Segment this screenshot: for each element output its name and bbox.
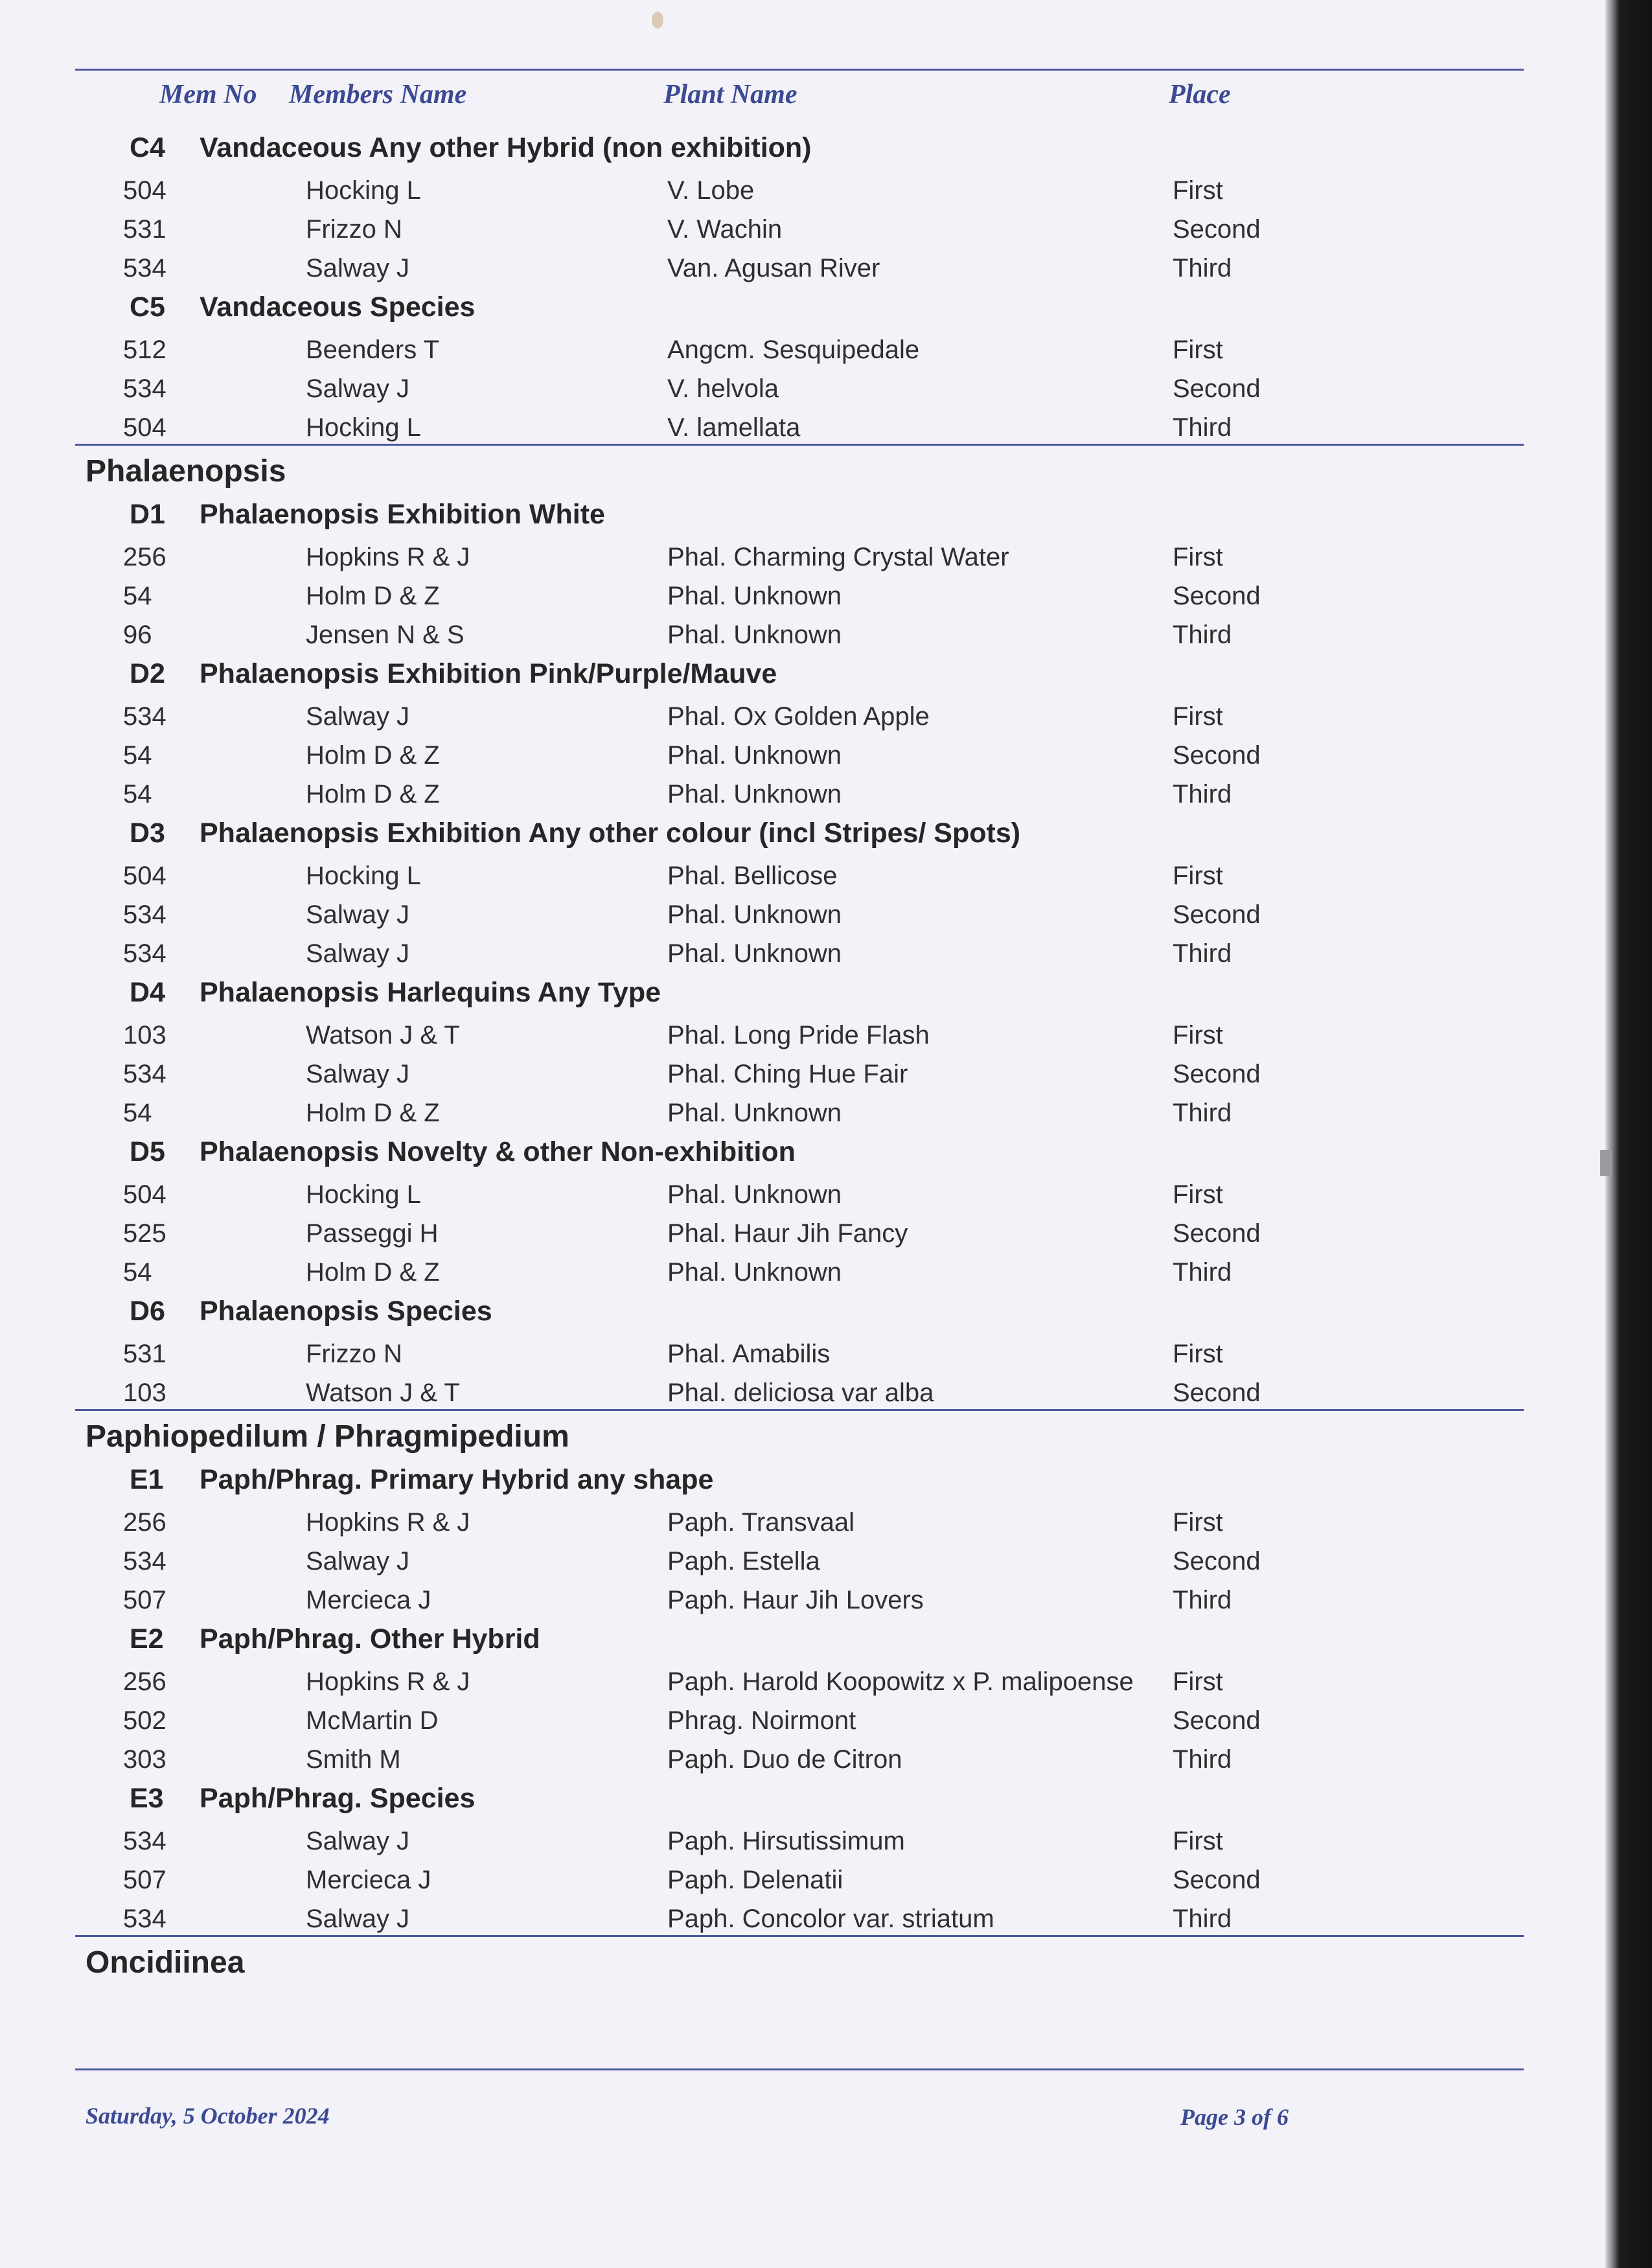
class-heading [0, 1459, 1605, 1502]
result-row [0, 1174, 1605, 1213]
class-code: D4 [130, 977, 165, 1008]
result-row [0, 1502, 1605, 1541]
member-name: Smith M [306, 1745, 401, 1774]
placing: Second [1173, 1060, 1261, 1088]
result-row [0, 1541, 1605, 1579]
member-number: 534 [123, 702, 166, 731]
class-heading [0, 653, 1605, 696]
placing: First [1173, 1021, 1223, 1049]
member-number: 303 [123, 1745, 166, 1774]
member-number: 256 [123, 543, 166, 571]
result-row [0, 1213, 1605, 1252]
result-row [0, 1661, 1605, 1700]
class-title: Paph/Phrag. Species [200, 1783, 476, 1814]
result-row [0, 536, 1605, 575]
member-name: Frizzo N [306, 215, 402, 244]
member-number: 534 [123, 939, 166, 968]
member-number: 534 [123, 1547, 166, 1575]
member-name: Holm D & Z [306, 780, 440, 808]
plant-name: Phal. Ox Golden Apple [667, 702, 930, 731]
placing: Second [1173, 374, 1261, 403]
section-heading [0, 1937, 1605, 1985]
placing: Second [1173, 900, 1261, 929]
member-number: 54 [123, 741, 152, 770]
header-top-rule [75, 69, 1524, 71]
result-row [0, 1820, 1605, 1859]
plant-name: Phrag. Noirmont [667, 1706, 856, 1735]
class-heading [0, 1131, 1605, 1174]
plant-name: Phal. Haur Jih Fancy [667, 1219, 908, 1248]
member-number: 54 [123, 1099, 152, 1127]
paper-smudge [652, 12, 663, 29]
plant-name: V. helvola [667, 374, 779, 403]
result-row [0, 855, 1605, 894]
placing: First [1173, 1180, 1223, 1209]
class-heading [0, 812, 1605, 855]
member-number: 96 [123, 621, 152, 649]
member-name: Hopkins R & J [306, 1508, 470, 1537]
results-list [0, 127, 1605, 1985]
class-heading [0, 1618, 1605, 1661]
member-name: Beenders T [306, 336, 440, 364]
placing: First [1173, 543, 1223, 571]
placing: Third [1173, 413, 1232, 442]
placing: Second [1173, 1547, 1261, 1575]
result-row [0, 1579, 1605, 1618]
section-heading [0, 1411, 1605, 1459]
header-place: Place [1169, 80, 1231, 109]
section-title: Paphiopedilum / Phragmipedium [86, 1419, 569, 1454]
plant-name: Paph. Duo de Citron [667, 1745, 902, 1774]
result-row [0, 1859, 1605, 1898]
member-name: Holm D & Z [306, 582, 440, 610]
member-number: 525 [123, 1219, 166, 1248]
class-title: Phalaenopsis Exhibition Pink/Purple/Mauve [200, 658, 777, 689]
member-number: 502 [123, 1706, 166, 1735]
member-number: 504 [123, 862, 166, 890]
class-heading [0, 1290, 1605, 1333]
member-name: Salway J [306, 1547, 410, 1575]
class-code: E2 [130, 1623, 164, 1655]
plant-name: Phal. Unknown [667, 741, 842, 770]
class-code: D2 [130, 658, 165, 689]
class-code: D5 [130, 1136, 165, 1167]
result-row [0, 894, 1605, 933]
placing: First [1173, 702, 1223, 731]
plant-name: Phal. Unknown [667, 939, 842, 968]
class-code: C5 [130, 292, 165, 323]
plant-name: Phal. Unknown [667, 780, 842, 808]
member-number: 504 [123, 1180, 166, 1209]
plant-name: Phal. Amabilis [667, 1340, 831, 1368]
plant-name: Phal. Unknown [667, 1099, 842, 1127]
placing: Third [1173, 939, 1232, 968]
plant-name: Paph. Hirsutissimum [667, 1827, 905, 1855]
member-number: 54 [123, 780, 152, 808]
member-number: 534 [123, 1905, 166, 1933]
class-code: E1 [130, 1464, 164, 1495]
header-mem-no: Mem No [159, 80, 257, 109]
member-name: Watson J & T [306, 1379, 460, 1407]
placing: First [1173, 862, 1223, 890]
member-name: Hocking L [306, 1180, 421, 1209]
member-name: McMartin D [306, 1706, 439, 1735]
placing: Third [1173, 1258, 1232, 1287]
class-title: Phalaenopsis Harlequins Any Type [200, 977, 661, 1008]
placing: First [1173, 1827, 1223, 1855]
plant-name: Phal. Unknown [667, 900, 842, 929]
placing: First [1173, 176, 1223, 205]
placing: Second [1173, 1219, 1261, 1248]
result-row [0, 1739, 1605, 1778]
member-name: Hocking L [306, 862, 421, 890]
placing: First [1173, 1340, 1223, 1368]
placing: First [1173, 1508, 1223, 1537]
member-name: Salway J [306, 374, 410, 403]
placing: Second [1173, 582, 1261, 610]
member-name: Hopkins R & J [306, 1667, 470, 1696]
placing: Second [1173, 1379, 1261, 1407]
member-number: 534 [123, 254, 166, 282]
member-name: Holm D & Z [306, 1099, 440, 1127]
result-row [0, 368, 1605, 407]
section-heading [0, 446, 1605, 494]
result-row [0, 247, 1605, 286]
plant-name: V. Wachin [667, 215, 783, 244]
result-row [0, 735, 1605, 773]
result-row [0, 209, 1605, 247]
plant-name: Paph. Haur Jih Lovers [667, 1586, 924, 1614]
class-code: D6 [130, 1296, 165, 1327]
result-row [0, 614, 1605, 653]
member-name: Holm D & Z [306, 741, 440, 770]
member-name: Holm D & Z [306, 1258, 440, 1287]
member-number: 54 [123, 582, 152, 610]
member-name: Hocking L [306, 413, 421, 442]
result-row [0, 773, 1605, 812]
member-name: Watson J & T [306, 1021, 460, 1049]
placing: Third [1173, 254, 1232, 282]
member-number: 504 [123, 176, 166, 205]
class-heading [0, 1778, 1605, 1820]
plant-name: Phal. Long Pride Flash [667, 1021, 930, 1049]
footer-page-number: Page 3 of 6 [1180, 2104, 1289, 2130]
member-number: 507 [123, 1866, 166, 1894]
member-name: Salway J [306, 939, 410, 968]
scanner-edge [1605, 0, 1652, 2268]
footer-rule [75, 2068, 1524, 2070]
plant-name: Phal. Charming Crystal Water [667, 543, 1009, 571]
plant-name: Paph. Harold Koopowitz x P. malipoense [667, 1667, 1134, 1696]
placing: Second [1173, 215, 1261, 244]
result-row [0, 1372, 1605, 1411]
plant-name: Paph. Estella [667, 1547, 820, 1575]
section-title: Oncidiinea [86, 1945, 245, 1980]
footer-date: Saturday, 5 October 2024 [86, 2103, 330, 2129]
result-row [0, 1333, 1605, 1372]
member-name: Passeggi H [306, 1219, 439, 1248]
plant-name: Phal. Unknown [667, 582, 842, 610]
member-name: Jensen N & S [306, 621, 465, 649]
column-header [0, 79, 1605, 118]
plant-name: Paph. Delenatii [667, 1866, 843, 1894]
class-code: D3 [130, 818, 165, 849]
result-row [0, 1700, 1605, 1739]
plant-name: Van. Agusan River [667, 254, 880, 282]
class-heading [0, 127, 1605, 170]
plant-name: Phal. Unknown [667, 1258, 842, 1287]
result-row [0, 575, 1605, 614]
class-title: Paph/Phrag. Other Hybrid [200, 1623, 540, 1655]
class-heading [0, 494, 1605, 536]
placing: Third [1173, 1905, 1232, 1933]
placing: Second [1173, 1706, 1261, 1735]
member-number: 534 [123, 900, 166, 929]
placing: Third [1173, 1745, 1232, 1774]
member-number: 534 [123, 374, 166, 403]
class-title: Vandaceous Species [200, 292, 476, 323]
result-row [0, 329, 1605, 368]
member-number: 256 [123, 1508, 166, 1537]
result-row [0, 1014, 1605, 1053]
header-members-name: Members Name [289, 80, 467, 109]
result-row [0, 933, 1605, 972]
class-title: Vandaceous Any other Hybrid (non exhibition) [200, 132, 812, 163]
plant-name: Phal. Ching Hue Fair [667, 1060, 908, 1088]
member-number: 531 [123, 215, 166, 244]
member-name: Frizzo N [306, 1340, 402, 1368]
placing: Third [1173, 1099, 1232, 1127]
placing: Second [1173, 741, 1261, 770]
plant-name: Phal. Unknown [667, 621, 842, 649]
member-number: 54 [123, 1258, 152, 1287]
placing: Second [1173, 1866, 1261, 1894]
class-title: Paph/Phrag. Primary Hybrid any shape [200, 1464, 714, 1495]
result-row [0, 1898, 1605, 1937]
plant-name: Paph. Transvaal [667, 1508, 855, 1537]
class-code: E3 [130, 1783, 164, 1814]
plant-name: Phal. Bellicose [667, 862, 838, 890]
class-title: Phalaenopsis Exhibition Any other colour (incl Stripes/ Spots) [200, 818, 1021, 849]
member-name: Salway J [306, 1060, 410, 1088]
member-name: Mercieca J [306, 1866, 431, 1894]
class-heading [0, 972, 1605, 1014]
member-name: Salway J [306, 1905, 410, 1933]
member-name: Hopkins R & J [306, 543, 470, 571]
member-name: Hocking L [306, 176, 421, 205]
member-number: 103 [123, 1379, 166, 1407]
plant-name: V. lamellata [667, 413, 801, 442]
result-row [0, 170, 1605, 209]
section-title: Phalaenopsis [86, 454, 286, 488]
placing: Third [1173, 1586, 1232, 1614]
result-row [0, 407, 1605, 446]
member-number: 504 [123, 413, 166, 442]
placing: Third [1173, 621, 1232, 649]
class-title: Phalaenopsis Exhibition White [200, 499, 605, 530]
plant-name: Phal. Unknown [667, 1180, 842, 1209]
member-number: 256 [123, 1667, 166, 1696]
member-name: Salway J [306, 1827, 410, 1855]
member-name: Salway J [306, 254, 410, 282]
member-name: Salway J [306, 702, 410, 731]
member-number: 531 [123, 1340, 166, 1368]
class-code: C4 [130, 132, 165, 163]
member-number: 534 [123, 1060, 166, 1088]
placing: First [1173, 1667, 1223, 1696]
plant-name: Angcm. Sesquipedale [667, 336, 920, 364]
member-number: 534 [123, 1827, 166, 1855]
result-row [0, 1092, 1605, 1131]
result-row [0, 696, 1605, 735]
member-name: Salway J [306, 900, 410, 929]
member-number: 507 [123, 1586, 166, 1614]
result-row [0, 1252, 1605, 1290]
plant-name: V. Lobe [667, 176, 755, 205]
class-title: Phalaenopsis Species [200, 1296, 492, 1327]
member-number: 103 [123, 1021, 166, 1049]
plant-name: Phal. deliciosa var alba [667, 1379, 934, 1407]
class-code: D1 [130, 499, 165, 530]
member-number: 512 [123, 336, 166, 364]
class-title: Phalaenopsis Novelty & other Non-exhibition [200, 1136, 796, 1167]
class-heading [0, 286, 1605, 329]
member-name: Mercieca J [306, 1586, 431, 1614]
placing: Third [1173, 780, 1232, 808]
result-row [0, 1053, 1605, 1092]
placing: First [1173, 336, 1223, 364]
plant-name: Paph. Concolor var. striatum [667, 1905, 994, 1933]
header-plant-name: Plant Name [663, 80, 797, 109]
